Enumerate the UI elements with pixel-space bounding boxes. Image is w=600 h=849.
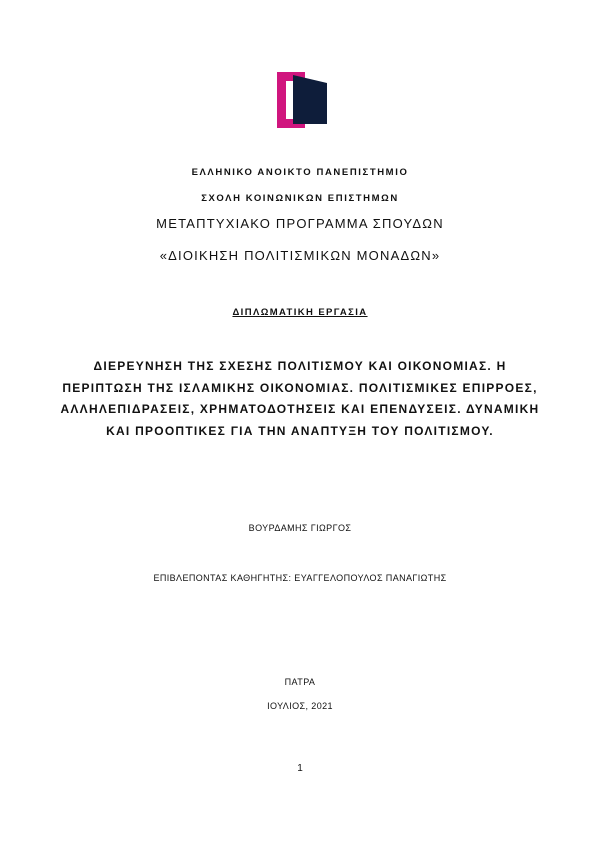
program-label: ΜΕΤΑΠΤΥΧΙΑΚΟ ΠΡΟΓΡΑΜΜΑ ΣΠΟΥΔΩΝ bbox=[156, 216, 444, 231]
thesis-title: ΔΙΕΡΕΥΝΗΣΗ ΤΗΣ ΣΧΕΣΗΣ ΠΟΛΙΤΙΣΜΟΥ ΚΑΙ ΟΙΚΟΝΟΜΙΑΣ. Η ΠΕΡΙΠΤΩΣΗ ΤΗΣ ΙΣΛΑΜΙΚΗΣ ΟΙΚΟΝΟΜΙΑΣ. ΠΟΛΙΤΙΣΜΙΚΕΣ ΕΠΙΡΡΟΕΣ, ΑΛΛΗΛΕΠΙΔΡΑΣΕΙΣ, ΧΡΗΜΑΤΟΔΟΤΗΣΕΙΣ ΚΑΙ ΕΠΕΝΔΥΣΕΙΣ. ΔΥΝΑΜΙΚΗ ΚΑΙ ΠΡΟΟΠΤΙΚΕΣ ΓΙΑ ΤΗΝ ΑΝΑΠΤΥΞΗ ΤΟΥ ΠΟΛΙΤΙΣΜΟΥ. bbox=[60, 359, 540, 438]
author-name: ΒΟΥΡΔΑΜΗΣ ΓΙΩΡΓΟΣ bbox=[248, 523, 352, 533]
university-name: ΕΛΛΗΝΙΚΟ ΑΝΟΙΚΤΟ ΠΑΝΕΠΙΣΤΗΜΙΟ bbox=[191, 167, 409, 178]
program-name: «ΔΙΟΙΚΗΣΗ ΠΟΛΙΤΙΣΜΙΚΩΝ ΜΟΝΑΔΩΝ» bbox=[159, 248, 441, 263]
date: ΙΟΥΛΙΟΣ, 2021 bbox=[267, 701, 333, 711]
city: ΠΑΤΡΑ bbox=[284, 677, 316, 687]
supervisor: ΕΠΙΒΛΕΠΟΝΤΑΣ ΚΑΘΗΓΗΤΗΣ: ΕΥΑΓΓΕΛΟΠΟΥΛΟΣ ΠΑΝΑΓΙΩΤΗΣ bbox=[153, 573, 447, 583]
school-name: ΣΧΟΛΗ ΚΟΙΝΩΝΙΚΩΝ ΕΠΙΣΤΗΜΩΝ bbox=[201, 193, 399, 204]
thesis-type: ΔΙΠΛΩΜΑΤΙΚΗ ΕΡΓΑΣΙΑ bbox=[232, 307, 368, 318]
page-number: 1 bbox=[297, 763, 303, 774]
open-university-logo-icon bbox=[277, 72, 327, 128]
